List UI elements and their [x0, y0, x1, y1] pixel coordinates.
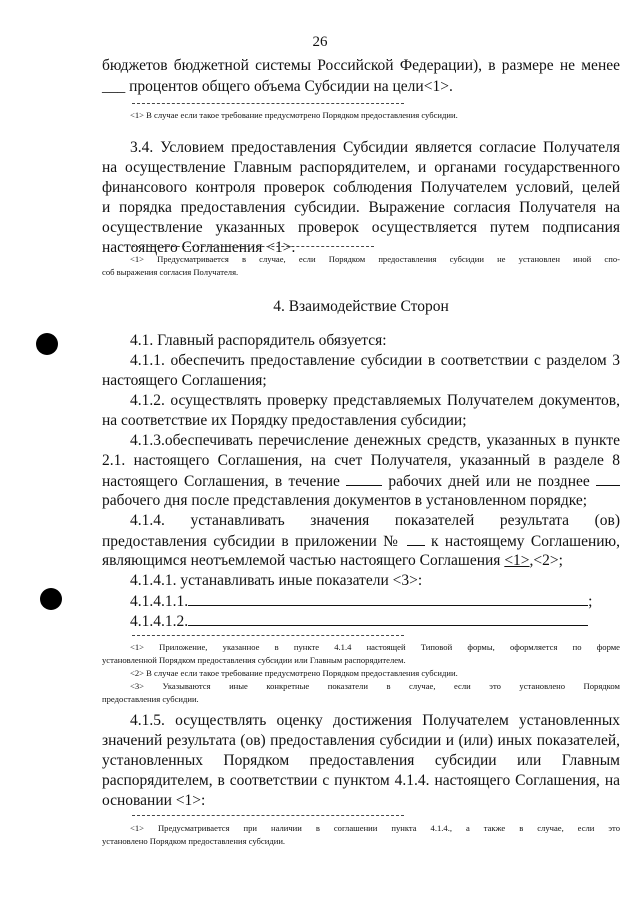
footnote-separator — [132, 103, 404, 104]
paragraph-line: на осуществление Главным распорядителем, и органами государственного — [102, 159, 620, 176]
footnote-separator — [132, 246, 374, 247]
paragraph-line — [102, 471, 620, 493]
footnote — [102, 641, 620, 706]
footnote-text: предоставления субсидии. — [102, 694, 199, 704]
paragraph-line: настоящего Соглашения <1>. — [102, 239, 296, 256]
footnote-text: установленной Порядком предоставления субсидии или Главным распорядителем. — [102, 655, 406, 665]
paragraph-line: 4.1.3.обеспечивать перечисление денежных средств, указанных в пункте — [130, 432, 620, 449]
footnote-text: <1> Предусматривается при наличии в соглашении пункта 4.1.4., а также в случае, если это — [130, 823, 620, 833]
paragraph-text: рабочих дней или не позднее — [382, 473, 596, 490]
paragraph-line: и порядка предоставления субсидии. Выражение согласия Получателя на — [102, 199, 620, 216]
blank-field — [188, 611, 588, 626]
paragraph-line: 4.1.4. устанавливать значения показателей результата (ов) — [130, 512, 620, 529]
paragraph-line: распорядителем, в соответствии с пунктом 4.1.4. настоящего Соглашения, на — [102, 772, 620, 789]
footnote-text: <3> Указываются иные конкретные показатели в случае, если это установлено Порядком — [130, 681, 620, 691]
paragraph-text: к настоящему Соглашению, — [424, 533, 620, 550]
section-heading: 4. Взаимодействие Сторон — [273, 298, 449, 315]
footnote-text: <1> Предусматривается в случае, если Порядком предоставления субсидии не установлен иной спо- — [130, 254, 620, 264]
footnote-separator — [132, 635, 404, 636]
paragraph-line: 4.1. Главный распорядитель обязуется: — [130, 332, 387, 349]
footnote — [102, 822, 620, 848]
paragraph-text: ; — [588, 593, 593, 610]
paragraph-line: 4.1.2. осуществлять проверку представляемых Получателем документов, — [130, 392, 620, 409]
paragraph-line: настоящего Соглашения; — [102, 372, 267, 389]
blank-field — [346, 471, 382, 486]
page-number: 26 — [312, 34, 328, 50]
footnote-text: <2> В случае если такое требование предусмотрено Порядком предоставления субсидии. — [130, 668, 458, 678]
paragraph-line — [102, 77, 620, 98]
paragraph-line: 2.1. настоящего Соглашения, на счет Получателя, указанный в разделе 8 — [102, 452, 620, 469]
paragraph-line: на соответствие их Порядку предоставления субсидии; — [102, 412, 467, 429]
paragraph-line: 4.1.1. обеспечить предоставление субсидии в соответствии с разделом 3 — [130, 352, 620, 369]
paragraph-line: осуществление указанных проверок осуществляется путем подписания — [102, 219, 620, 236]
paragraph-line: установленных Порядком предоставления субсидии или Главным — [102, 752, 620, 769]
footnote-text: соб выражения согласия Получателя. — [102, 267, 239, 277]
blank-field — [407, 531, 425, 546]
footnote-text: <1> В случае если такое требование предусмотрено Порядком предоставления субсидии. — [130, 110, 458, 120]
paragraph-line — [102, 531, 620, 553]
paragraph-line — [102, 591, 620, 613]
blank-field — [596, 471, 620, 486]
paragraph-line: 3.4. Условием предоставления Субсидии является согласие Получателя — [130, 139, 620, 156]
paragraph-line: основании <1>: — [102, 792, 206, 809]
paragraph-line: бюджетов бюджетной системы Российской Федерации), в размере не менее — [102, 57, 620, 74]
binder-hole-mark — [36, 333, 58, 355]
paragraph-line: 4.1.5. осуществлять оценку достижения Получателем установленных — [130, 712, 620, 729]
paragraph-line: 4.1.4.1. устанавливать иные показатели <3>: — [130, 572, 423, 589]
paragraph-line — [102, 551, 620, 572]
paragraph-text: настоящего Соглашения, в течение — [102, 473, 347, 490]
footnote-text: <1> Приложение, указанное в пункте 4.1.4 настоящей Типовой формы, оформляется по форме — [130, 642, 620, 652]
paragraph-line: финансового контроля проверок соблюдения Получателем условий, целей — [102, 179, 620, 196]
paragraph-line — [102, 611, 620, 633]
footnote-separator — [132, 815, 404, 816]
paragraph-text: являющимся неотъемлемой частью настоящего Соглашения — [102, 552, 505, 569]
blank-field: ___ — [102, 78, 126, 95]
paragraph-text: ,<2>; — [529, 552, 563, 569]
paragraph-text: 4.1.4.1.2. — [130, 613, 189, 630]
paragraph-line: рабочего дня после представления документов в установленном порядке; — [102, 492, 588, 509]
paragraph-line: значений результата (ов) предоставления субсидии и (или) иных показателей, — [102, 732, 620, 749]
footnote — [102, 253, 620, 279]
blank-field — [188, 591, 588, 606]
footnote-text: установлено Порядком предоставления субсидии. — [102, 836, 286, 846]
binder-hole-mark — [40, 588, 62, 610]
paragraph-text: процентов общего объема Субсидии на цели<1>. — [125, 78, 453, 95]
paragraph-text: предоставления субсидии в приложении № — [102, 533, 407, 550]
footnote-ref: <1> — [504, 552, 530, 569]
paragraph-text: 4.1.4.1.1. — [130, 593, 189, 610]
footnote — [102, 109, 620, 122]
